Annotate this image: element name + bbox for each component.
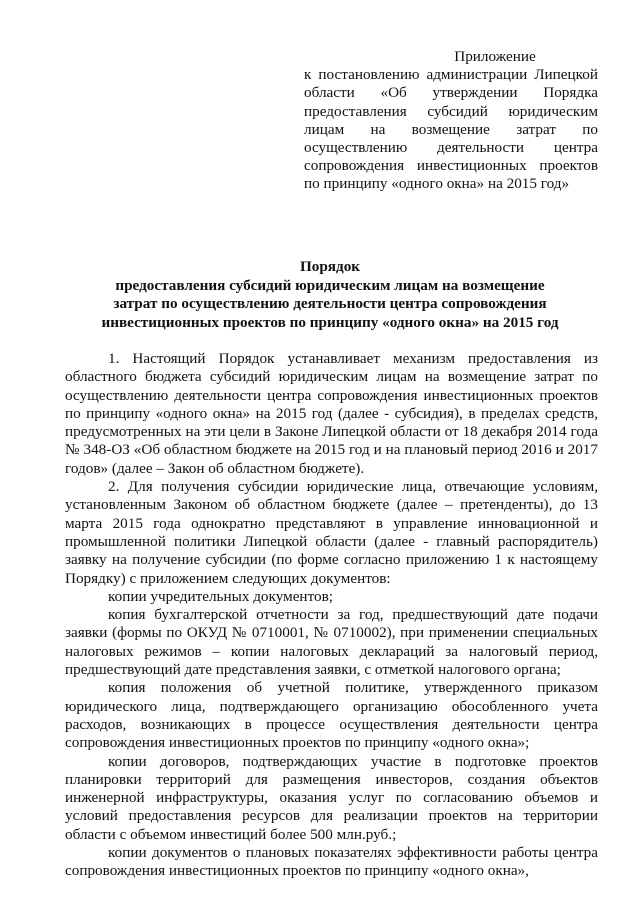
list-item-charter-documents: копии учредительных документов; [108,587,333,605]
paragraph-1: 1. Настоящий Порядок устанавливает механизм предоставления из областного бюджета субсидий юридическим лицам на возмещение затрат по осуществлению деятельности центра сопровождения инвестиционных проектов по принципу «одного окна» на 2015 год (далее - субсидия), в пределах средств, предусмотренных на эти цели в Законе Липецкой области от 18 декабря 2014 года № 348-ОЗ «Об областном бюджете на 2015 год и на плановый период 2016 и 2017 годов» (далее – Закон об областном бюджете). [65,350,598,477]
title-line-1: Порядок [299,258,361,275]
list-item-accounting-policy: копия положения об учетной политике, утвержденного приказом юридического лица, подтверждающего организацию обособленного учета расходов, возникающих в процессе осуществления деятельности центра сопровождения инвестиционных проектов по принципу «одного окна»; [65,679,598,752]
title-line-4: инвестиционных проектов по принципу «одного окна» на 2015 год [101,313,559,331]
appendix-note [304,48,598,194]
title-line-2: предоставления субсидий юридическим лицам на возмещение [115,276,545,294]
list-item-performance-indicators: копии документов о плановых показателях эффективности работы центра сопровождения инвестиционных проектов по принципу «одного окна», [65,844,598,880]
document-title [60,258,600,332]
title-line-3: затрат по осуществлению деятельности центра сопровождения [113,295,547,312]
paragraph-2: 2. Для получения субсидии юридические лица, отвечающие условиям, установленным Законом об областном бюджете (далее – претенденты), до 13 марта 2015 года однократно представляют в управление инновационной и промышленной политики Липецкой области (далее - главный распорядитель) заявку на получение субсидии (по форме согласно приложению 1 к настоящему Порядку) с приложением следующих документов: [65,478,598,587]
list-item-accounting-statements: копия бухгалтерской отчетности за год, предшествующий дате подачи заявки (формы по ОКУД № 0710001, № 0710002), при применении специальных налоговых режимов – копии налоговых деклараций за налоговый период, предшествующий дате представления заявки, с отметкой налогового органа; [65,606,598,679]
appendix-text: к постановлению администрации Липецкой области «Об утверждении Порядка предоставления субсидий юридическим лицам на возмещение затрат по осуществлению деятельности центра сопровождения инвестиционных проектов по принципу «одного окна» на 2015 год» [304,66,598,193]
appendix-heading: Приложение [454,48,536,65]
list-item-contracts: копии договоров, подтверждающих участие в подготовке проектов планировки территорий для размещения инвесторов, создания объектов инженерной инфраструктуры, оказания услуг по согласованию объемов и условий предоставления ресурсов для реализации проектов на территории области с объемом инвестиций более 500 млн.руб.; [65,752,598,843]
document-body [65,350,598,881]
